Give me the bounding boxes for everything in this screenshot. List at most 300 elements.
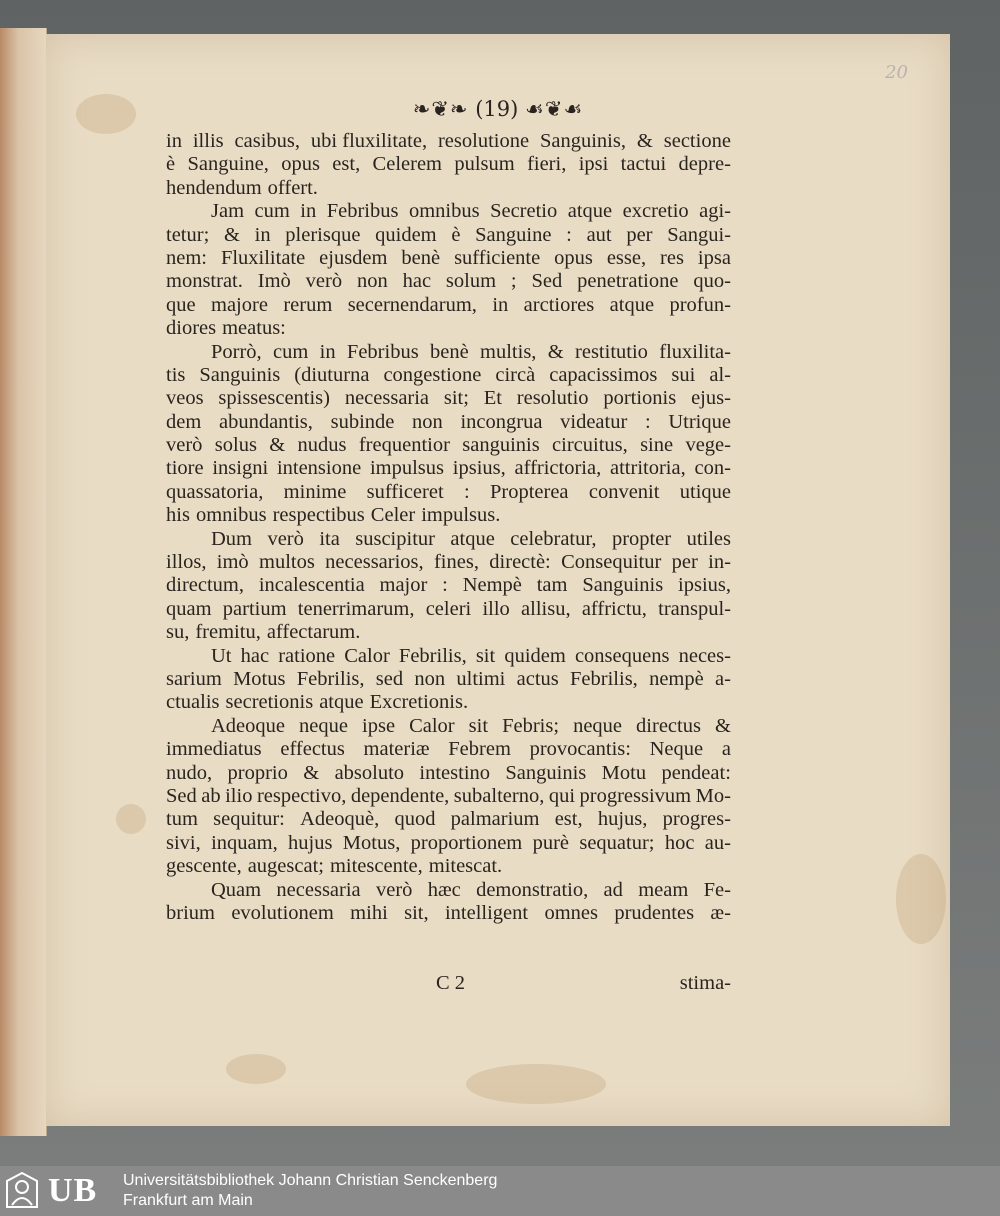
- word: affrictu,: [581, 597, 647, 620]
- word: attritoria,: [610, 457, 686, 480]
- word: monstrat.: [166, 270, 243, 293]
- paper-stain: [226, 1054, 286, 1084]
- word: directus: [636, 714, 701, 737]
- word: tenerrimarum,: [297, 597, 415, 620]
- word: &: [714, 714, 731, 737]
- word: his: [166, 504, 190, 527]
- word: ratione: [278, 644, 336, 667]
- text-line: [166, 574, 731, 597]
- word: solus: [214, 434, 257, 457]
- word: Sanguinis: [505, 761, 587, 784]
- word: ita: [319, 527, 340, 550]
- word: a-: [715, 667, 731, 690]
- word: sit: [475, 644, 496, 667]
- text-line: [166, 762, 731, 785]
- word: &: [547, 340, 564, 363]
- word: illo: [482, 597, 510, 620]
- word: sequatur;: [579, 831, 655, 854]
- word: atque: [567, 200, 613, 223]
- word: Adeoque: [211, 714, 286, 737]
- word: necessaria: [276, 878, 361, 901]
- word: que: [166, 293, 196, 316]
- word: verò: [267, 527, 304, 550]
- word: verò: [166, 434, 203, 457]
- word: neque: [573, 714, 623, 737]
- word: Sanguine,: [187, 153, 269, 176]
- word: effectus: [280, 738, 345, 761]
- word: cum: [273, 340, 309, 363]
- text-line: [166, 224, 731, 247]
- word: aut: [586, 223, 612, 246]
- paper-stain: [116, 804, 146, 834]
- word: ipsius,: [678, 574, 731, 597]
- text-line: [166, 434, 731, 457]
- text-line: [166, 528, 731, 551]
- word: verò: [375, 878, 413, 901]
- word: tiore: [166, 457, 204, 480]
- word: rerum: [283, 293, 333, 316]
- word: non: [414, 667, 446, 690]
- word: diores: [166, 317, 217, 340]
- word: Secretio: [490, 200, 558, 223]
- word: suscipitur: [355, 527, 435, 550]
- word: profun-: [669, 293, 731, 316]
- word: utique: [679, 480, 731, 503]
- word: &: [303, 761, 320, 784]
- word: immediatus: [166, 738, 262, 761]
- word: nudus: [297, 434, 347, 457]
- text-line: [166, 387, 731, 410]
- word: qui: [548, 784, 576, 807]
- word: spissescentis): [218, 387, 330, 410]
- word: agi-: [699, 200, 731, 223]
- word: Sed: [166, 784, 197, 807]
- text-line: [166, 855, 731, 878]
- word: consequens: [574, 644, 670, 667]
- word: Calor: [409, 714, 455, 737]
- word: intensione: [276, 457, 362, 480]
- word: cum: [254, 200, 290, 223]
- word: in-: [708, 551, 731, 574]
- word: affectarum.: [266, 621, 361, 644]
- word: affrictoria,: [514, 457, 602, 480]
- word: ilio: [225, 784, 253, 807]
- word: evolutionem: [231, 901, 334, 924]
- word: Fe-: [703, 878, 731, 901]
- word: progressivum: [579, 784, 692, 807]
- word: Febrilis,: [296, 667, 365, 690]
- word: videatur: [560, 410, 628, 433]
- word: sectione: [663, 130, 731, 152]
- word: solum: [445, 270, 497, 293]
- text-line: [166, 481, 731, 504]
- word: ultimi: [456, 667, 506, 690]
- word: brium: [166, 901, 215, 924]
- word: sufficeret: [366, 480, 444, 503]
- word: Neque: [649, 738, 704, 761]
- word: imò: [216, 551, 249, 574]
- library-logo-text: UB: [48, 1172, 98, 1209]
- word: Febris;: [502, 714, 560, 737]
- word: Dum: [211, 527, 252, 550]
- word: quod: [394, 808, 436, 831]
- word: Adeoquè,: [300, 808, 380, 831]
- word: neces-: [678, 644, 731, 667]
- text-line: [166, 247, 731, 270]
- text-line: [166, 411, 731, 434]
- word: hac: [402, 270, 432, 293]
- word: demonstratio,: [476, 878, 589, 901]
- word: hoc: [664, 831, 695, 854]
- library-footer: [0, 1166, 1000, 1216]
- word: majore: [211, 293, 268, 316]
- word: ab: [201, 784, 221, 807]
- word: abundantis,: [218, 410, 313, 433]
- word: partium: [222, 597, 287, 620]
- library-name-line1: Universitätsbibliothek Johann Christian Senckenberg: [123, 1172, 498, 1189]
- word: :: [644, 410, 651, 433]
- word: ejusdem: [319, 246, 388, 269]
- word: Celerem: [372, 153, 442, 176]
- word: purè: [532, 831, 570, 854]
- word: omnibus: [195, 504, 267, 527]
- paper-stain: [466, 1064, 606, 1104]
- word: hendendum: [166, 176, 262, 199]
- word: dependente,: [350, 784, 450, 807]
- word: hujus,: [597, 808, 648, 831]
- word: ad: [603, 878, 623, 901]
- word: proprio: [227, 761, 288, 784]
- book-page: [46, 34, 950, 1126]
- word: omnibus: [408, 200, 480, 223]
- word: sivi,: [166, 831, 201, 854]
- library-logo[interactable]: [2, 1170, 116, 1212]
- word: restitutio: [575, 340, 648, 363]
- word: proportionem: [410, 831, 523, 854]
- word: intelligent: [444, 901, 529, 924]
- word: benè: [401, 246, 441, 269]
- word: Porrò,: [211, 340, 262, 363]
- word: veos: [166, 387, 204, 410]
- word: res: [660, 246, 684, 269]
- word: capacissimos: [549, 363, 658, 386]
- word: opus: [281, 153, 320, 176]
- text-line: [166, 317, 731, 340]
- word: tis: [166, 363, 186, 386]
- word: atque: [450, 527, 495, 550]
- word: Utrique: [668, 410, 731, 433]
- word: insigni: [212, 457, 269, 480]
- word: directè:: [489, 551, 551, 574]
- word: penetratione: [577, 270, 679, 293]
- word: per: [626, 223, 653, 246]
- text-line: [166, 668, 731, 691]
- word: Febrilis,: [570, 667, 638, 690]
- word: tum: [166, 808, 198, 831]
- word: æ-: [710, 901, 731, 924]
- word: offert.: [267, 176, 318, 199]
- word: in: [319, 340, 336, 363]
- body-text: [166, 130, 731, 925]
- word: est,: [332, 153, 361, 176]
- word: secretionis: [225, 691, 314, 714]
- word: celebratur,: [510, 527, 597, 550]
- word: respectibus: [272, 504, 365, 527]
- word: sit,: [404, 901, 429, 924]
- word: hujus: [288, 831, 333, 854]
- text-line: [166, 294, 731, 317]
- word: quo-: [693, 270, 731, 293]
- word: fines,: [433, 551, 479, 574]
- word: in: [300, 200, 317, 223]
- word: transpul-: [658, 597, 731, 620]
- text-line: [166, 879, 731, 902]
- word: illis: [192, 130, 224, 152]
- ornament-left-icon: ❧❦❧: [412, 97, 469, 121]
- word: (diuturna: [294, 363, 370, 386]
- word: tam: [536, 574, 568, 597]
- word: congestione: [383, 363, 482, 386]
- word: fluxilita-: [659, 340, 731, 363]
- word: dem: [166, 410, 202, 433]
- word: quam: [166, 597, 212, 620]
- word: Motus,: [342, 831, 401, 854]
- word: Motus: [233, 667, 286, 690]
- word: ipsa: [697, 246, 731, 269]
- word: gescente,: [166, 855, 242, 878]
- word: Sanguinis: [199, 363, 281, 386]
- word: vege-: [685, 434, 731, 457]
- word: quidem: [375, 223, 437, 246]
- word: sufficiente: [454, 246, 541, 269]
- word: ;: [510, 270, 517, 293]
- word: incongrua: [460, 410, 543, 433]
- word: ipsius,: [452, 457, 506, 480]
- word: mitescat.: [428, 855, 503, 878]
- signature-line: [166, 972, 731, 998]
- word: meatus:: [222, 317, 286, 340]
- word: &: [269, 434, 286, 457]
- word: progres-: [662, 808, 731, 831]
- word: ctualis: [166, 691, 220, 714]
- word: sequitur:: [213, 808, 285, 831]
- word: Nempè: [462, 574, 522, 597]
- word: sanguinis: [462, 434, 540, 457]
- word: depre-: [678, 153, 731, 176]
- text-line: [166, 902, 731, 925]
- word: in: [166, 130, 182, 152]
- word: sine: [640, 434, 674, 457]
- text-line: [166, 785, 731, 808]
- word: non: [412, 410, 443, 433]
- word: nudo,: [166, 761, 213, 784]
- word: Et: [483, 387, 502, 410]
- word: Celer: [370, 504, 416, 527]
- text-line: [166, 200, 731, 223]
- word: nem:: [166, 246, 207, 269]
- word: pendeat:: [661, 761, 731, 784]
- word: prudentes: [614, 901, 695, 924]
- word: :: [566, 223, 572, 246]
- word: non: [356, 270, 388, 293]
- word: al-: [709, 363, 731, 386]
- text-line: [166, 457, 731, 480]
- word: secernendarum,: [347, 293, 477, 316]
- word: Sanguine: [475, 223, 552, 246]
- text-line: [166, 364, 731, 387]
- signature-mark: C 2: [436, 972, 466, 994]
- word: actus: [516, 667, 559, 690]
- word: nempè: [649, 667, 704, 690]
- word: provocantis:: [529, 738, 631, 761]
- word: Febribus: [326, 200, 399, 223]
- word: Ut: [211, 644, 232, 667]
- word: impulsus.: [421, 504, 501, 527]
- word: au-: [704, 831, 731, 854]
- word: :: [442, 574, 448, 597]
- word: atque: [319, 691, 364, 714]
- word: sit;: [443, 387, 469, 410]
- word: palmarium: [450, 808, 540, 831]
- word: verò: [305, 270, 343, 293]
- word: Febrem: [448, 738, 511, 761]
- word: resolutio: [516, 387, 589, 410]
- word: circuitus,: [552, 434, 628, 457]
- word: Sanguinis: [582, 574, 664, 597]
- word: subalterno,: [453, 784, 545, 807]
- word: a: [721, 738, 731, 761]
- ornament-right-icon: ☙❦☙: [525, 97, 584, 121]
- text-line: [166, 832, 731, 855]
- word: multis,: [480, 340, 537, 363]
- word: major: [379, 574, 428, 597]
- word: neque: [299, 714, 348, 737]
- library-name: [123, 1171, 497, 1211]
- word: omnes: [544, 901, 598, 924]
- word: &: [636, 130, 653, 152]
- word: sui: [671, 363, 696, 386]
- word: tetur;: [166, 223, 210, 246]
- word: sed: [375, 667, 404, 690]
- word: convenit: [588, 480, 660, 503]
- word: su,: [166, 621, 190, 644]
- word: Mo-: [695, 784, 731, 807]
- word: materiæ: [363, 738, 430, 761]
- word: celeri: [425, 597, 472, 620]
- word: utiles: [686, 527, 731, 550]
- word: plerisque: [285, 223, 361, 246]
- word: propter: [611, 527, 672, 550]
- word: :: [463, 480, 470, 503]
- word: Fluxilitate: [220, 246, 306, 269]
- text-line: [166, 645, 731, 668]
- word: illos,: [166, 551, 207, 574]
- paper-stain: [896, 854, 946, 944]
- text-line: [166, 177, 731, 200]
- word: Imò: [257, 270, 291, 293]
- library-emblem-icon: [2, 1171, 42, 1211]
- word: hac: [240, 644, 270, 667]
- word: meam: [638, 878, 689, 901]
- text-line: [166, 808, 731, 831]
- text-line: [166, 270, 731, 293]
- word: esse,: [606, 246, 647, 269]
- word: con-: [694, 457, 731, 480]
- text-line: [166, 738, 731, 761]
- word: augescat;: [247, 855, 324, 878]
- word: quassatoria,: [166, 480, 264, 503]
- word: subinde: [330, 410, 395, 433]
- word: arctiores: [523, 293, 595, 316]
- word: necessarios,: [325, 551, 424, 574]
- word: tactui: [620, 153, 667, 176]
- word: impulsus: [369, 457, 445, 480]
- word: opus: [554, 246, 593, 269]
- text-line: [166, 621, 731, 644]
- text-line: [166, 153, 731, 176]
- pencil-folio-number: 20: [885, 62, 908, 83]
- word: quidem: [504, 644, 566, 667]
- word: Excretionis.: [369, 691, 469, 714]
- word: allisu,: [521, 597, 571, 620]
- word: Febrilis,: [398, 644, 467, 667]
- word: Febribus: [346, 340, 419, 363]
- running-head: [46, 97, 950, 121]
- word: casibus,: [234, 130, 301, 152]
- word: mitescente,: [329, 855, 423, 878]
- word: Motu: [601, 761, 647, 784]
- word: per: [671, 551, 698, 574]
- word: respectivo,: [256, 784, 347, 807]
- word: è: [166, 153, 176, 176]
- word: directum,: [166, 574, 244, 597]
- text-line: [166, 130, 731, 153]
- word: multos: [259, 551, 315, 574]
- facing-page-edge: [0, 28, 47, 1136]
- word: hæc: [427, 878, 461, 901]
- word: ubi fluxilitate,: [310, 130, 428, 152]
- word: sarium: [166, 667, 222, 690]
- word: frequentior: [358, 434, 450, 457]
- library-name-line2: Frankfurt am Main: [123, 1192, 253, 1209]
- word: in: [254, 223, 271, 246]
- word: absoluto: [334, 761, 405, 784]
- word: fieri,: [527, 153, 567, 176]
- word: inquam,: [211, 831, 278, 854]
- word: necessaria: [344, 387, 430, 410]
- word: &: [223, 223, 240, 246]
- text-line: [166, 598, 731, 621]
- word: ipsi: [578, 153, 609, 176]
- text-line: [166, 551, 731, 574]
- word: excretio: [622, 200, 689, 223]
- word: Sed: [531, 270, 563, 293]
- catchword: stima-: [679, 972, 731, 994]
- word: è: [451, 223, 461, 246]
- word: ejus-: [691, 387, 731, 410]
- word: mihi: [350, 901, 388, 924]
- word: fremitu,: [195, 621, 261, 644]
- text-line: [166, 691, 731, 714]
- word: sit: [468, 714, 489, 737]
- page-number: (19): [475, 97, 519, 121]
- word: Quam: [211, 878, 262, 901]
- text-line: [166, 715, 731, 738]
- word: resolutione: [437, 130, 530, 152]
- word: atque: [609, 293, 655, 316]
- word: Sangui-: [667, 223, 731, 246]
- word: in: [492, 293, 509, 316]
